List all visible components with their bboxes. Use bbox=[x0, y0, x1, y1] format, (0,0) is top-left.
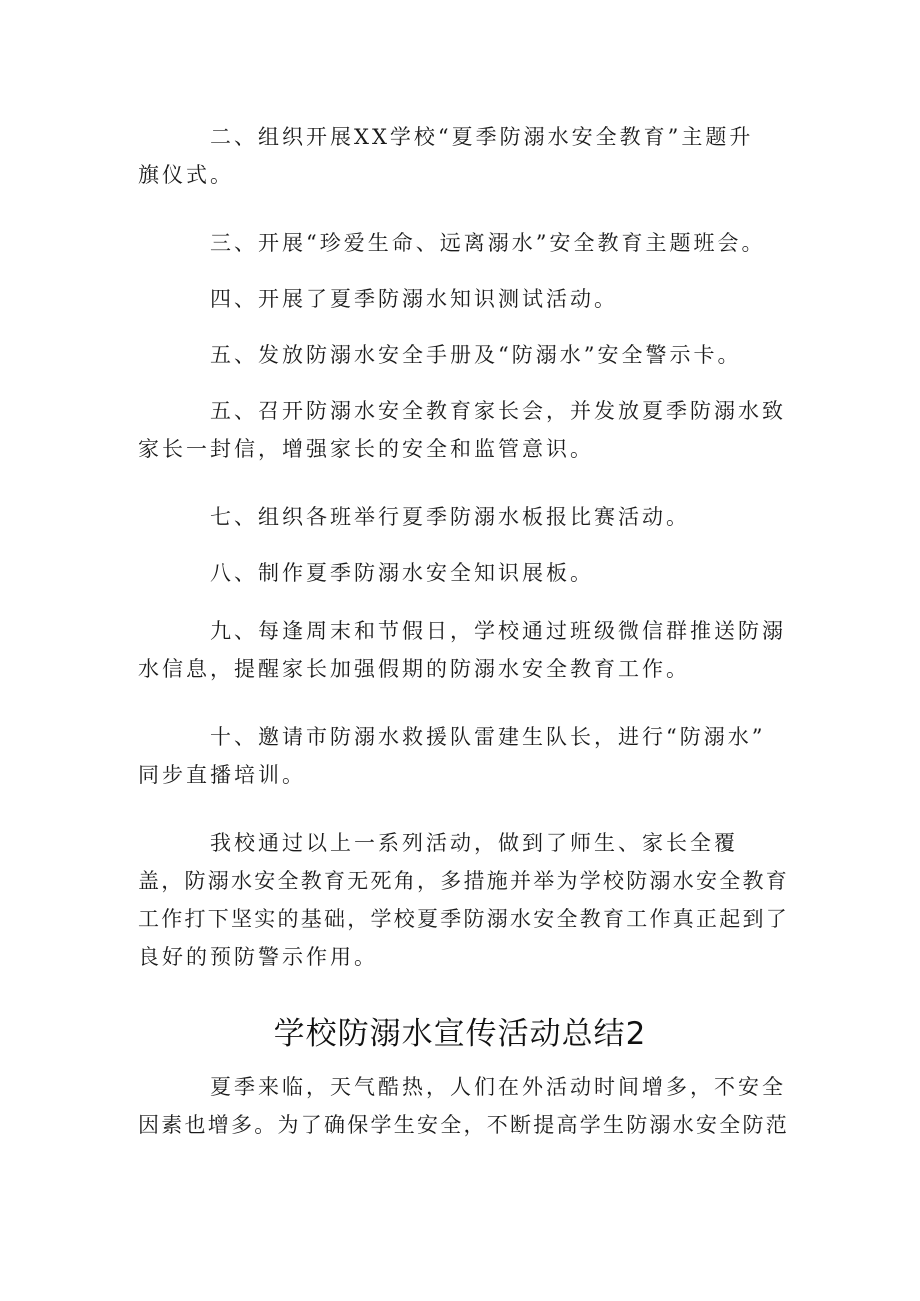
paragraph-item-10 bbox=[138, 718, 794, 794]
text-line: 八、制作夏季防溺水安全知识展板。 bbox=[138, 561, 594, 585]
text-line: 十、邀请市防溺水救援队雷建生队长，进行“防溺水” bbox=[138, 725, 766, 749]
text-line: 我校通过以上一系列活动，做到了师生、家长全覆 bbox=[138, 831, 738, 855]
paragraph-intro bbox=[138, 1068, 794, 1144]
text-line: 水信息，提醒家长加强假期的防溺水安全教育工作。 bbox=[138, 657, 690, 681]
paragraph-item-2 bbox=[138, 118, 794, 194]
paragraph-item-3 bbox=[138, 224, 794, 262]
text-line: 七、组织各班举行夏季防溺水板报比赛活动。 bbox=[138, 505, 690, 529]
text-line: 旗仪式。 bbox=[138, 163, 234, 187]
section-heading: 学校防溺水宣传活动总结2 bbox=[273, 1016, 647, 1052]
text-line: 工作打下坚实的基础，学校夏季防溺水安全教育工作真正起到了 bbox=[138, 907, 789, 931]
text-line: 二、组织开展XX学校“夏季防溺水安全教育”主题升 bbox=[138, 125, 754, 149]
paragraph-item-5a bbox=[138, 336, 794, 374]
text-line: 四、开展了夏季防溺水知识测试活动。 bbox=[138, 287, 618, 311]
text-line: 因素也增多。为了确保学生安全，不断提高学生防溺水安全防范 bbox=[138, 1113, 789, 1137]
text-line: 盖，防溺水安全教育无死角，多措施并举为学校防溺水安全教育 bbox=[138, 869, 789, 893]
paragraph-item-5b bbox=[138, 392, 794, 468]
paragraph-item-8 bbox=[138, 554, 794, 592]
text-line: 家长一封信，增强家长的安全和监管意识。 bbox=[138, 437, 594, 461]
text-line: 良好的预防警示作用。 bbox=[138, 945, 378, 969]
paragraph-item-9 bbox=[138, 612, 794, 688]
text-line: 同步直播培训。 bbox=[138, 763, 306, 787]
text-line: 五、召开防溺水安全教育家长会，并发放夏季防溺水致 bbox=[138, 399, 786, 423]
text-line: 九、每逢周末和节假日，学校通过班级微信群推送防溺 bbox=[138, 619, 786, 643]
text-line: 三、开展“珍爱生命、远离溺水”安全教育主题班会。 bbox=[138, 231, 766, 255]
text-line: 夏季来临，天气酷热，人们在外活动时间增多，不安全 bbox=[138, 1075, 786, 1099]
paragraph-item-4 bbox=[138, 280, 794, 318]
paragraph-item-7 bbox=[138, 498, 794, 536]
paragraph-summary bbox=[138, 824, 794, 976]
text-line: 五、发放防溺水安全手册及“防溺水”安全警示卡。 bbox=[138, 343, 742, 367]
